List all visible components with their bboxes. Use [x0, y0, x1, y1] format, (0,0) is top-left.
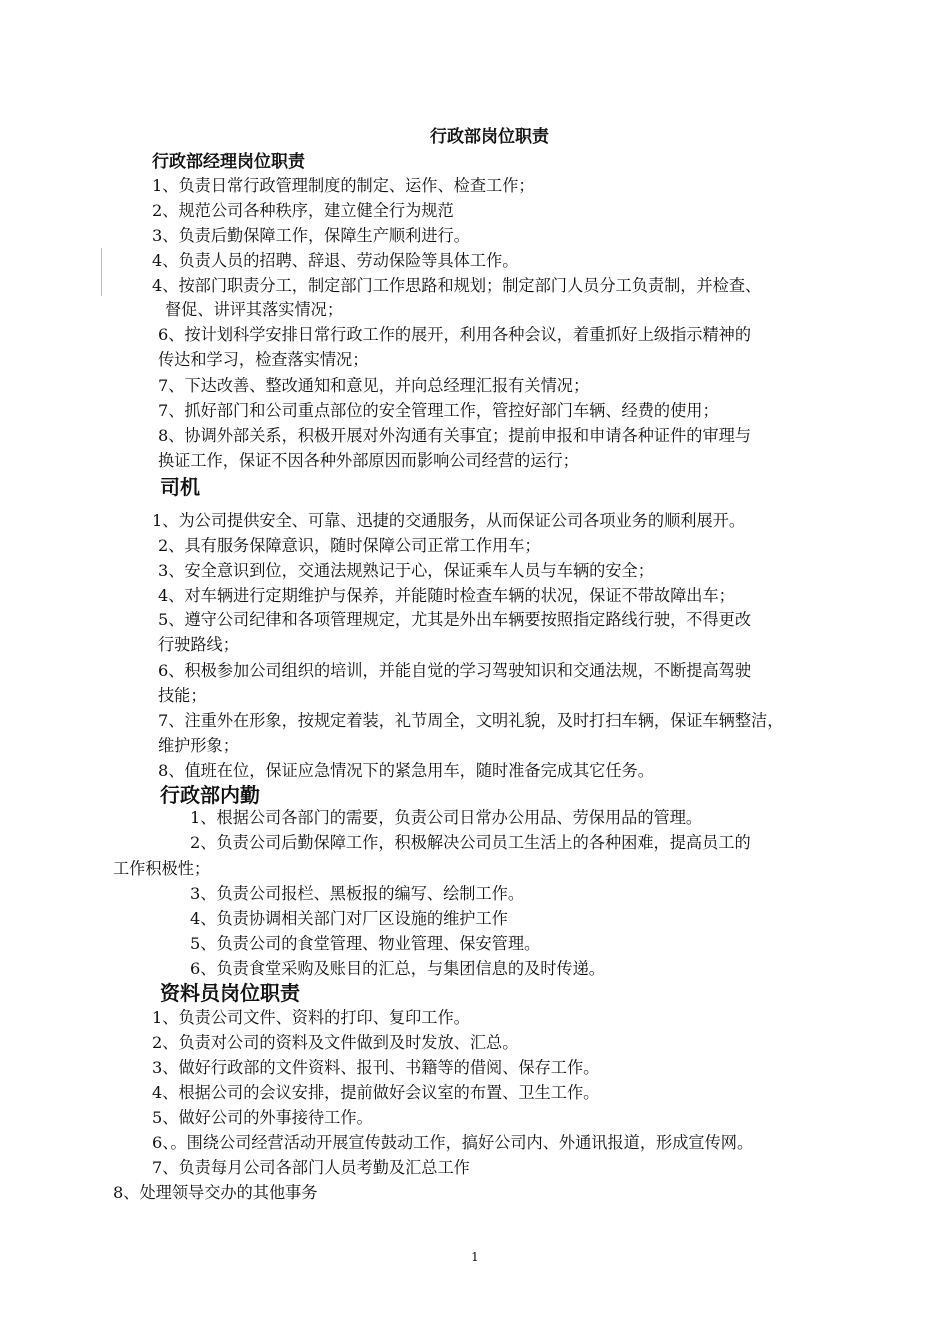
list-item: 2、负责对公司的资料及文件做到及时发放、汇总。 — [152, 1033, 519, 1052]
list-item: 1、负责日常行政管理制度的制定、运作、检查工作； — [152, 176, 535, 195]
list-item: 4、按部门职责分工，制定部门工作思路和规划；制定部门人员分工负责制，并检查、 — [152, 276, 762, 295]
list-item: 3、做好行政部的文件资料、报刊、书籍等的借阅、保存工作。 — [152, 1058, 600, 1077]
list-item: 5、负责公司的食堂管理、物业管理、保安管理。 — [190, 934, 541, 953]
list-item: 7、下达改善、整改通知和意见，并向总经理汇报有关情况； — [158, 376, 590, 395]
list-item: 8、处理领导交办的其他事务 — [113, 1183, 318, 1202]
list-item: 5、遵守公司纪律和各项管理规定，尤其是外出车辆要按照指定路线行驶，不得更改 — [158, 610, 752, 629]
list-item: 2、具有服务保障意识，随时保障公司正常工作用车； — [158, 536, 541, 555]
list-item: 1、为公司提供安全、可靠、迅捷的交通服务，从而保证公司各项业务的顺利展开。 — [152, 511, 746, 530]
section-heading-archivist: 资料员岗位职责 — [160, 981, 300, 1005]
section-heading-office-staff: 行政部内勤 — [160, 783, 260, 807]
list-item: 3、安全意识到位，交通法规熟记于心，保证乘车人员与车辆的安全； — [158, 561, 654, 580]
margin-mark — [101, 248, 102, 296]
list-item-continuation: 工作积极性； — [113, 859, 211, 878]
list-item: 5、做好公司的外事接待工作。 — [152, 1108, 373, 1127]
list-item-continuation: 行驶路线； — [158, 635, 239, 654]
section-heading-manager: 行政部经理岗位职责 — [152, 152, 305, 172]
list-item-continuation: 督促、讲评其落实情况； — [165, 300, 344, 319]
list-item-continuation: 换证工作，保证不因各种外部原因而影响公司经营的运行； — [158, 451, 579, 470]
page-title: 行政部岗位职责 — [430, 127, 549, 147]
list-item-continuation: 技能； — [158, 686, 207, 705]
list-item: 3、负责后勤保障工作，保障生产顺利进行。 — [152, 226, 470, 245]
list-item: 4、负责协调相关部门对厂区设施的维护工作 — [190, 909, 508, 928]
list-item-continuation: 传达和学习，检查落实情况； — [158, 350, 369, 369]
list-item: 6、负责食堂采购及账目的汇总，与集团信息的及时传递。 — [190, 959, 605, 978]
list-item: 7、抓好部门和公司重点部位的安全管理工作，管控好部门车辆、经费的使用； — [158, 401, 719, 420]
list-item: 1、根据公司各部门的需要，负责公司日常办公用品、劳保用品的管理。 — [190, 808, 703, 827]
list-item: 4、负责人员的招聘、辞退、劳动保险等具体工作。 — [152, 251, 519, 270]
list-item: 7、负责每月公司各部门人员考勤及汇总工作 — [152, 1158, 470, 1177]
page-number: 1 — [471, 1250, 479, 1264]
list-item: 8、协调外部关系，积极开展对外沟通有关事宜；提前申报和申请各种证件的审理与 — [158, 426, 752, 445]
list-item: 1、负责公司文件、资料的打印、复印工作。 — [152, 1008, 470, 1027]
section-heading-driver: 司机 — [160, 475, 200, 499]
list-item: 2、规范公司各种秩序，建立健全行为规范 — [152, 201, 454, 220]
list-item: 6、积极参加公司组织的培训，并能自觉的学习驾驶知识和交通法规，不断提高驾驶 — [158, 661, 752, 680]
list-item: 2、负责公司后勤保障工作，积极解决公司员工生活上的各种困难，提高员工的 — [190, 833, 751, 852]
list-item: 8、值班在位，保证应急情况下的紧急用车，随时准备完成其它任务。 — [158, 761, 654, 780]
list-item: 4、对车辆进行定期维护与保养，并能随时检查车辆的状况，保证不带故障出车； — [158, 586, 735, 605]
list-item-continuation: 维护形象； — [158, 736, 239, 755]
list-item: 3、负责公司报栏、黑板报的编写、绘制工作。 — [190, 884, 525, 903]
list-item: 4、根据公司的会议安排，提前做好会议室的布置、卫生工作。 — [152, 1083, 600, 1102]
list-item: 7、注重外在形象，按规定着装，礼节周全，文明礼貌，及时打扫车辆，保证车辆整洁， — [158, 711, 784, 730]
list-item: 6、。围绕公司经营活动开展宣传鼓动工作，搞好公司内、外通讯报道，形成宣传网。 — [152, 1133, 754, 1152]
list-item: 6、按计划科学安排日常行政工作的展开，利用各种会议，着重抓好上级指示精神的 — [158, 325, 752, 344]
